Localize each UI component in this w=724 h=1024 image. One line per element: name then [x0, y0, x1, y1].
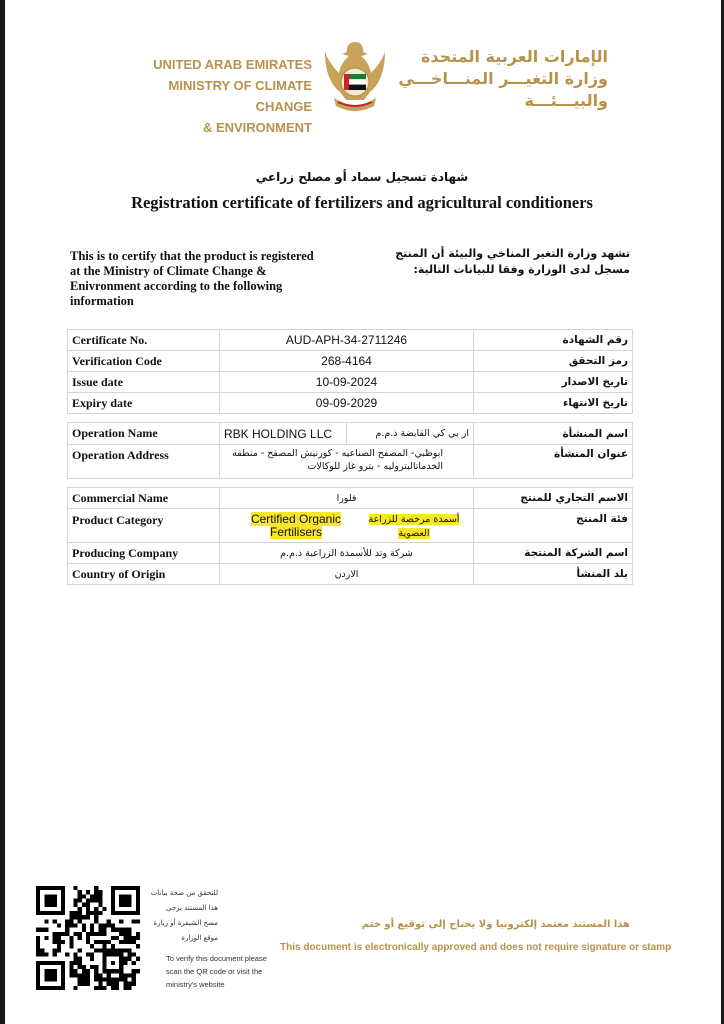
- commercial-name-value: فلورا: [220, 488, 474, 509]
- table-row: [68, 372, 633, 393]
- intro-text-en: This is to certify that the product is registered at the Ministry of Climate Change & Enivronment according to the following information: [70, 249, 314, 308]
- qr-instructions-en: To verify this document please scan the QR code or visit the ministry's website: [166, 954, 267, 989]
- scan-edge-left: [0, 0, 5, 1024]
- ministry-name-ar-line3: والبيـــئـــة: [524, 91, 608, 110]
- qr-code-icon[interactable]: [36, 886, 140, 990]
- ministry-name-ar-line1: الإمارات العربية المتحدة: [420, 47, 608, 66]
- operation-name-value-en: RBK HOLDING LLC: [220, 423, 347, 445]
- verification-code-label: Verification Code: [68, 351, 220, 372]
- product-category-label-ar: فئة المنتج: [474, 509, 633, 543]
- product-details-table: [67, 487, 633, 585]
- table-row: [68, 488, 633, 509]
- table-row: [68, 445, 633, 479]
- ministry-name-en-line2: MINISTRY OF CLIMATE CHANGE: [168, 78, 312, 114]
- table-row: [68, 351, 633, 372]
- certificate-details-table: [67, 329, 633, 414]
- producing-company-value: شركة وتد للأسمدة الزراعية ذ.م.م: [220, 543, 474, 564]
- expiry-date-value: 09-09-2029: [220, 393, 474, 414]
- operation-name-value-ar: ار بي كي القابضة ذ.م.م: [347, 423, 474, 445]
- issue-date-label: Issue date: [68, 372, 220, 393]
- ministry-name-en: [110, 54, 312, 138]
- operation-address-value: ابوظبي- المصفح الصناعيه - كورنيش المصفح - منطقه الخدماتالبتروليه - بترو غاز للوكالات: [220, 445, 474, 479]
- issue-date-label-ar: تاريخ الاصدار: [474, 372, 633, 393]
- certificate-no-value: AUD-APH-34-2711246: [220, 330, 474, 351]
- producing-company-label: Producing Company: [68, 543, 220, 564]
- table-row: [68, 330, 633, 351]
- certificate-no-label-ar: رقم الشهادة: [474, 330, 633, 351]
- intro-text-ar: تشهد وزارة التغير المناخي والبيئة أن المنتج مسجل لدى الوزارة وفقا للبيانات التالية:: [395, 247, 630, 276]
- ministry-name-en-line3: & ENVIRONMENT: [202, 120, 312, 135]
- issue-date-value: 10-09-2024: [220, 372, 474, 393]
- operation-details-table: [67, 422, 633, 479]
- ministry-name-ar-line2: وزارة التغيـــر المنـــاخـــي: [398, 69, 608, 88]
- certificate-no-label: Certificate No.: [68, 330, 220, 351]
- expiry-date-label: Expiry date: [68, 393, 220, 414]
- operation-address-label-ar: عنوان المنشأة: [474, 445, 633, 479]
- verification-code-label-ar: رمز التحقق: [474, 351, 633, 372]
- e-approval-notice-ar: هذا المستند معتمد إلكترونيا ولا يحتاج إلى توقيع أو ختم: [361, 919, 630, 930]
- commercial-name-label: Commercial Name: [68, 488, 220, 509]
- ministry-name-ar: [398, 46, 608, 112]
- country-of-origin-value: الاردن: [220, 564, 474, 585]
- operation-name-label-ar: اسم المنشأة: [474, 423, 633, 445]
- country-of-origin-label: Country of Origin: [68, 564, 220, 585]
- verification-code-value: 268-4164: [220, 351, 474, 372]
- table-row: [68, 393, 633, 414]
- qr-instructions-ar: للتحقق من صحة بيانات هذا المستند يرجى مسح الشيفرة أو زيارة موقع الوزارة: [150, 889, 218, 942]
- country-of-origin-label-ar: بلد المنشأ: [474, 564, 633, 585]
- certificate-title-en: Registration certificate of fertilizers and agricultural conditioners: [131, 193, 593, 212]
- product-category-value-ar: [360, 513, 468, 541]
- table-row: [68, 509, 633, 543]
- table-row: [68, 423, 633, 445]
- e-approval-notice-en: This document is electronically approved and does not require signature or stamp: [280, 942, 672, 953]
- table-row: [68, 564, 633, 585]
- producing-company-label-ar: اسم الشركة المنتجة: [474, 543, 633, 564]
- highlight-en: Certified Organic Fertilisers: [250, 512, 342, 539]
- uae-falcon-emblem-icon: [322, 40, 388, 114]
- operation-address-label: Operation Address: [68, 445, 220, 479]
- expiry-date-label-ar: تاريخ الانتهاء: [474, 393, 633, 414]
- product-category-label: Product Category: [68, 509, 220, 543]
- operation-name-label: Operation Name: [68, 423, 220, 445]
- highlight-ar: أسمدة مرخصة للزراعة العضوية: [368, 514, 460, 539]
- commercial-name-label-ar: الاسم التجاري للمنتج: [474, 488, 633, 509]
- table-row: [68, 543, 633, 564]
- ministry-name-en-line1: UNITED ARAB EMIRATES: [153, 57, 312, 72]
- product-category-value: [220, 509, 474, 543]
- product-category-value-en: [242, 513, 350, 539]
- certificate-title-ar: شهادة تسجيل سماد أو مصلح زراعي: [255, 170, 469, 184]
